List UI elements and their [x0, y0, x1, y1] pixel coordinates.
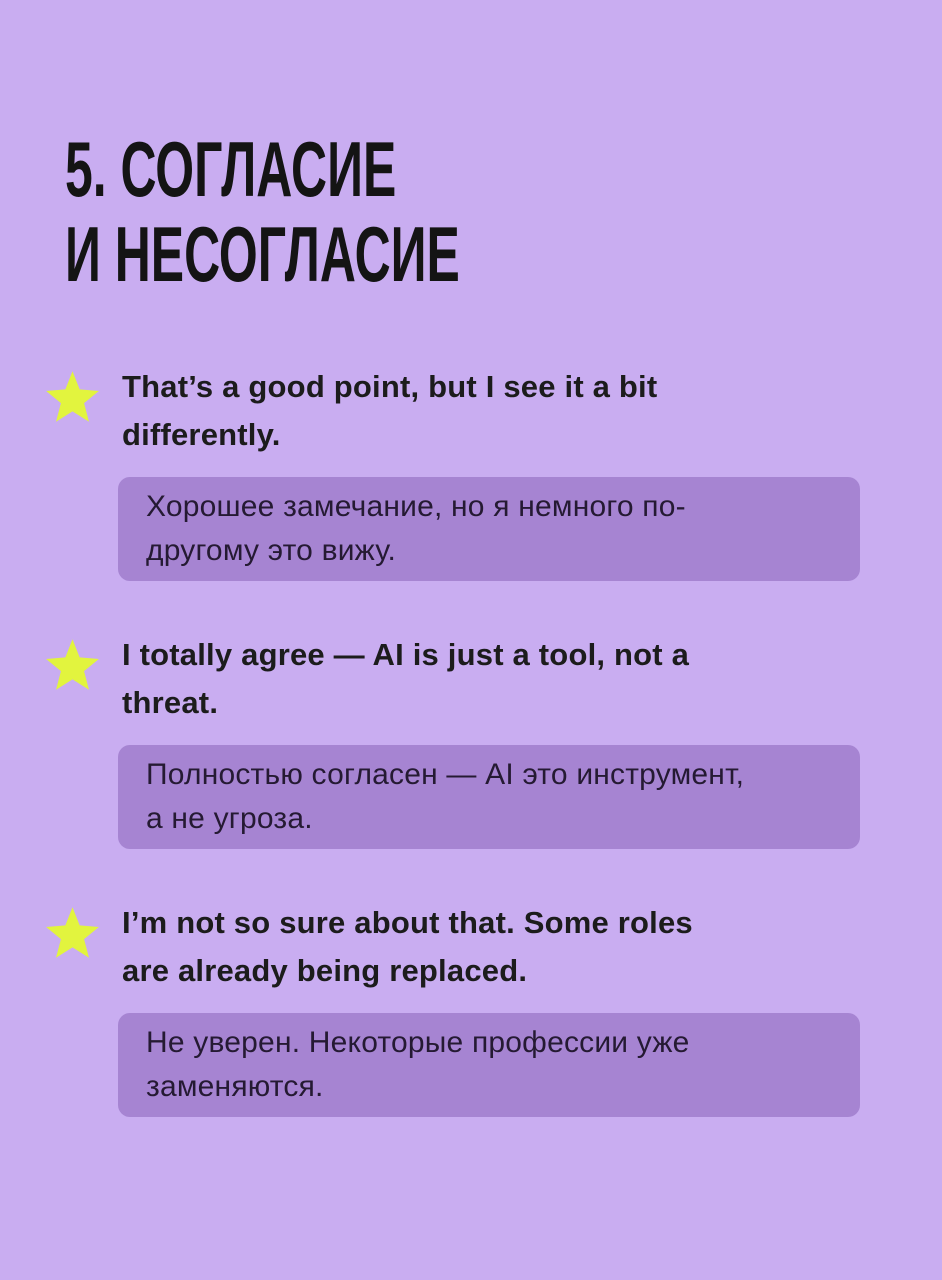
russian-translation-line2: заменяются. [146, 1070, 324, 1103]
english-phrase [122, 899, 693, 995]
russian-translation-line2: а не угроза. [146, 802, 313, 835]
russian-translation-line2: другому это вижу. [146, 534, 397, 567]
russian-translation-box [118, 1013, 860, 1117]
phrase-list [0, 363, 942, 1117]
page-title-line2: И НЕСОГЛАСИЕ [65, 210, 460, 299]
english-phrase-line2: threat. [122, 685, 219, 720]
phrase-item-1 [0, 363, 942, 581]
phrase-item-head [0, 631, 942, 727]
english-phrase-line2: differently. [122, 417, 281, 452]
phrase-item-head [0, 363, 942, 459]
phrase-item-head [0, 899, 942, 995]
star-icon [45, 638, 100, 691]
russian-translation-line1: Хорошее замечание, но я немного по- [146, 490, 686, 523]
english-phrase-line1: I totally agree — AI is just a tool, not a [122, 637, 690, 672]
english-phrase-line1: I’m not so sure about that. Some roles [122, 905, 693, 940]
russian-translation-box [118, 477, 860, 581]
star-icon [45, 906, 100, 959]
russian-translation-line1: Полностью согласен — AI это инструмент, [146, 758, 745, 791]
english-phrase [122, 363, 657, 459]
page-title [65, 127, 460, 297]
page-title-line1: 5. СОГЛАСИЕ [65, 125, 397, 214]
russian-translation-line1: Не уверен. Некоторые профессии уже [146, 1026, 690, 1059]
phrase-item-2 [0, 631, 942, 849]
english-phrase-line2: are already being replaced. [122, 953, 528, 988]
star-icon [45, 370, 100, 423]
english-phrase [122, 631, 689, 727]
phrase-item-3 [0, 899, 942, 1117]
russian-translation-box [118, 745, 860, 849]
english-phrase-line1: That’s a good point, but I see it a bit [122, 369, 658, 404]
